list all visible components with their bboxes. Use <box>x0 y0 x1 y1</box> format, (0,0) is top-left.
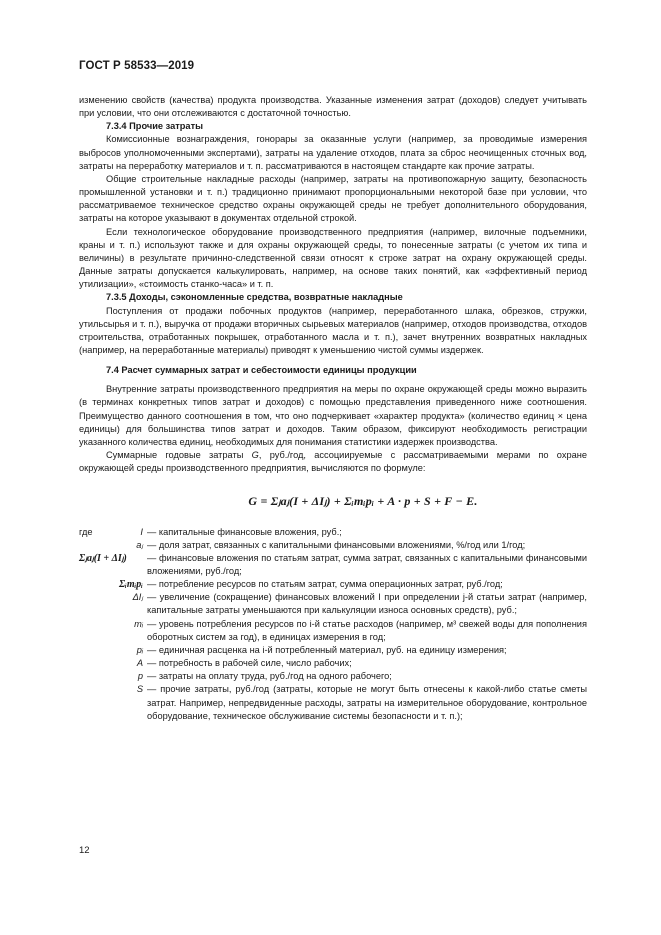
definition-text: — доля затрат, связанных с капитальными финансовыми вложениями, %/год или 1/год; <box>147 539 526 550</box>
standard-header: ГОСТ Р 58533—2019 <box>79 60 195 72</box>
variable-g: G <box>251 450 259 461</box>
paragraph-income: Поступления от продажи побочных продуктов (например, переработанного шлака, обрезков, стружки, утильсырья и т. п.), выручка от продажи вторичных сырьевых материалов (например, отходов производства, отходов строительства, отработанных покрышек, отработанного масла и т. п.), зачет внутренних возвратных накладных (например, на переработанные материалы) приводят к уменьшению чистой суммы издержек. <box>79 305 587 355</box>
definition-text: — увеличение (сокращение) финансовых вложений I при определении j-й статьи затрат (например, капитальные затраты уменьшаются при калькуляции износа основных средств), руб.; <box>147 592 587 616</box>
paragraph-equipment: Если технологическое оборудование производственного предприятия (например, вилочные подъемники, краны и т. п.) используют также и для охраны окружающей среды, то понесенные затраты (с учетом их типа и величины) в результате причинно-следственной связи относят к строке затрат на охрану окружающей среды. Данные затраты допускается калькулировать, например, на основе таких понятий, как «эффективный период утилизации», «стоимость станко-часа» и т. п. <box>79 226 587 290</box>
paragraph-other-costs: Комиссионные вознаграждения, гонорары за оказанные услуги (например, за проводимые измерения выбросов уполномоченными экспертами), затраты на удаление отходов, плата за сброс неочищенных сточных вод, затраты на переработку материалов и т. п. рассматриваются в настоящем стандарте как прочие затраты. <box>79 134 587 171</box>
definition-text: — капитальные финансовые вложения, руб.; <box>147 526 342 537</box>
section-heading-7-3-4: 7.3.4 Прочие затраты <box>106 121 204 132</box>
definition-item <box>79 644 587 657</box>
definition-symbol: mᵢ <box>134 618 143 629</box>
definition-item <box>79 578 587 591</box>
definition-item <box>79 618 587 644</box>
definition-text: — единичная расценка на i-й потребленный материал, руб. на единицу измерения; <box>147 644 507 655</box>
definitions-list <box>79 526 587 723</box>
section-heading-7-3-5: 7.3.5 Доходы, сэкономленные средства, возвратные накладные <box>106 292 403 303</box>
paragraph-annual-costs <box>79 449 587 475</box>
definition-text: — затраты на оплату труда, руб./год на одного рабочего; <box>147 671 392 682</box>
text-part: , руб./год, ассоциируемые с рассматриваемыми мерами по охране окружающей среды производственного предприятия, вычисляются по формуле: <box>79 450 587 474</box>
section-heading-7-4: 7.4 Расчет суммарных затрат и себестоимости единицы продукции <box>106 365 417 376</box>
definition-symbol: pᵢ <box>136 644 143 655</box>
definition-item <box>79 591 587 617</box>
definition-item <box>79 683 587 722</box>
paragraph-internal-costs: Внутренние затраты производственного предприятия на меры по охране окружающей среды можно выразить (в терминах конкретных типов затрат и доходов) с помощью представления приведенного ниже соотношения. Преимущество данного соотношения в том, что оно подчеркивает «характер продукта» (количество единиц × цена единицы) для большинства типов затрат и доходов. Таким образом, фиксируют необходимость регистрации указанного количества единиц, необходимых для понимания статистики издержек производства. <box>79 384 587 447</box>
definition-text: — уровень потребления ресурсов по i-й статье расходов (например, м³ свежей воды для пополнения оборотных систем за год), в единицах измерения в год; <box>147 618 587 642</box>
definition-symbol: Σᵢmᵢpᵢ <box>118 579 143 591</box>
definition-symbol: ΔIⱼ <box>132 592 143 603</box>
definition-symbol: S <box>136 684 143 695</box>
where-label: где <box>79 526 93 537</box>
definition-item <box>79 526 587 539</box>
definition-text: — прочие затраты, руб./год (затраты, которые не могут быть отнесены к какой-либо статье сметы затрат. Например, непредвиденные расходы, затраты на измерительное оборудование, контрольное оборудование, техническое обслуживание системы безопасности и т. п.); <box>147 684 587 721</box>
paragraph-overheads: Общие строительные накладные расходы (например, затраты на противопожарную защиту, безопасность промышленной установки и т. п.) традиционно принимают пропорциональными некоторой базе при условии, что рассматриваемое техническое средство охраны окружающей среды не требует дополнительного оборудования, затраты на которое указывают в документах отдельной строкой. <box>79 173 587 224</box>
page-content <box>79 94 587 723</box>
definition-item <box>79 539 587 552</box>
page-number: 12 <box>79 845 90 856</box>
definition-item <box>79 670 587 683</box>
definition-symbol: I <box>140 526 143 537</box>
text-part: Суммарные годовые затраты <box>106 450 252 461</box>
definition-symbol: p <box>137 671 143 682</box>
cost-formula: G = Σⱼaⱼ(I + ΔIⱼ) + Σᵢmᵢpᵢ + A · p + S + F − E. <box>248 494 478 509</box>
definition-item <box>79 657 587 670</box>
definition-symbol: aⱼ <box>136 539 143 550</box>
definition-symbol: A <box>136 658 143 669</box>
definition-symbol: Σⱼaⱼ(I + ΔIⱼ) <box>79 552 127 564</box>
paragraph-continuation: изменению свойств (качества) продукта производства. Указанные изменения затрат (доходов) следует учитывать при условии, что они отслеживаются с достаточной точностью. <box>79 95 587 119</box>
definition-text: — потребление ресурсов по статьям затрат, сумма операционных затрат, руб./год; <box>147 579 503 590</box>
definition-text: — потребность в рабочей силе, число рабочих; <box>147 658 352 669</box>
definition-item <box>79 552 587 578</box>
definition-text: — финансовые вложения по статьям затрат, сумма затрат, связанных с капитальными финансовыми вложениями, руб./год; <box>147 552 587 576</box>
